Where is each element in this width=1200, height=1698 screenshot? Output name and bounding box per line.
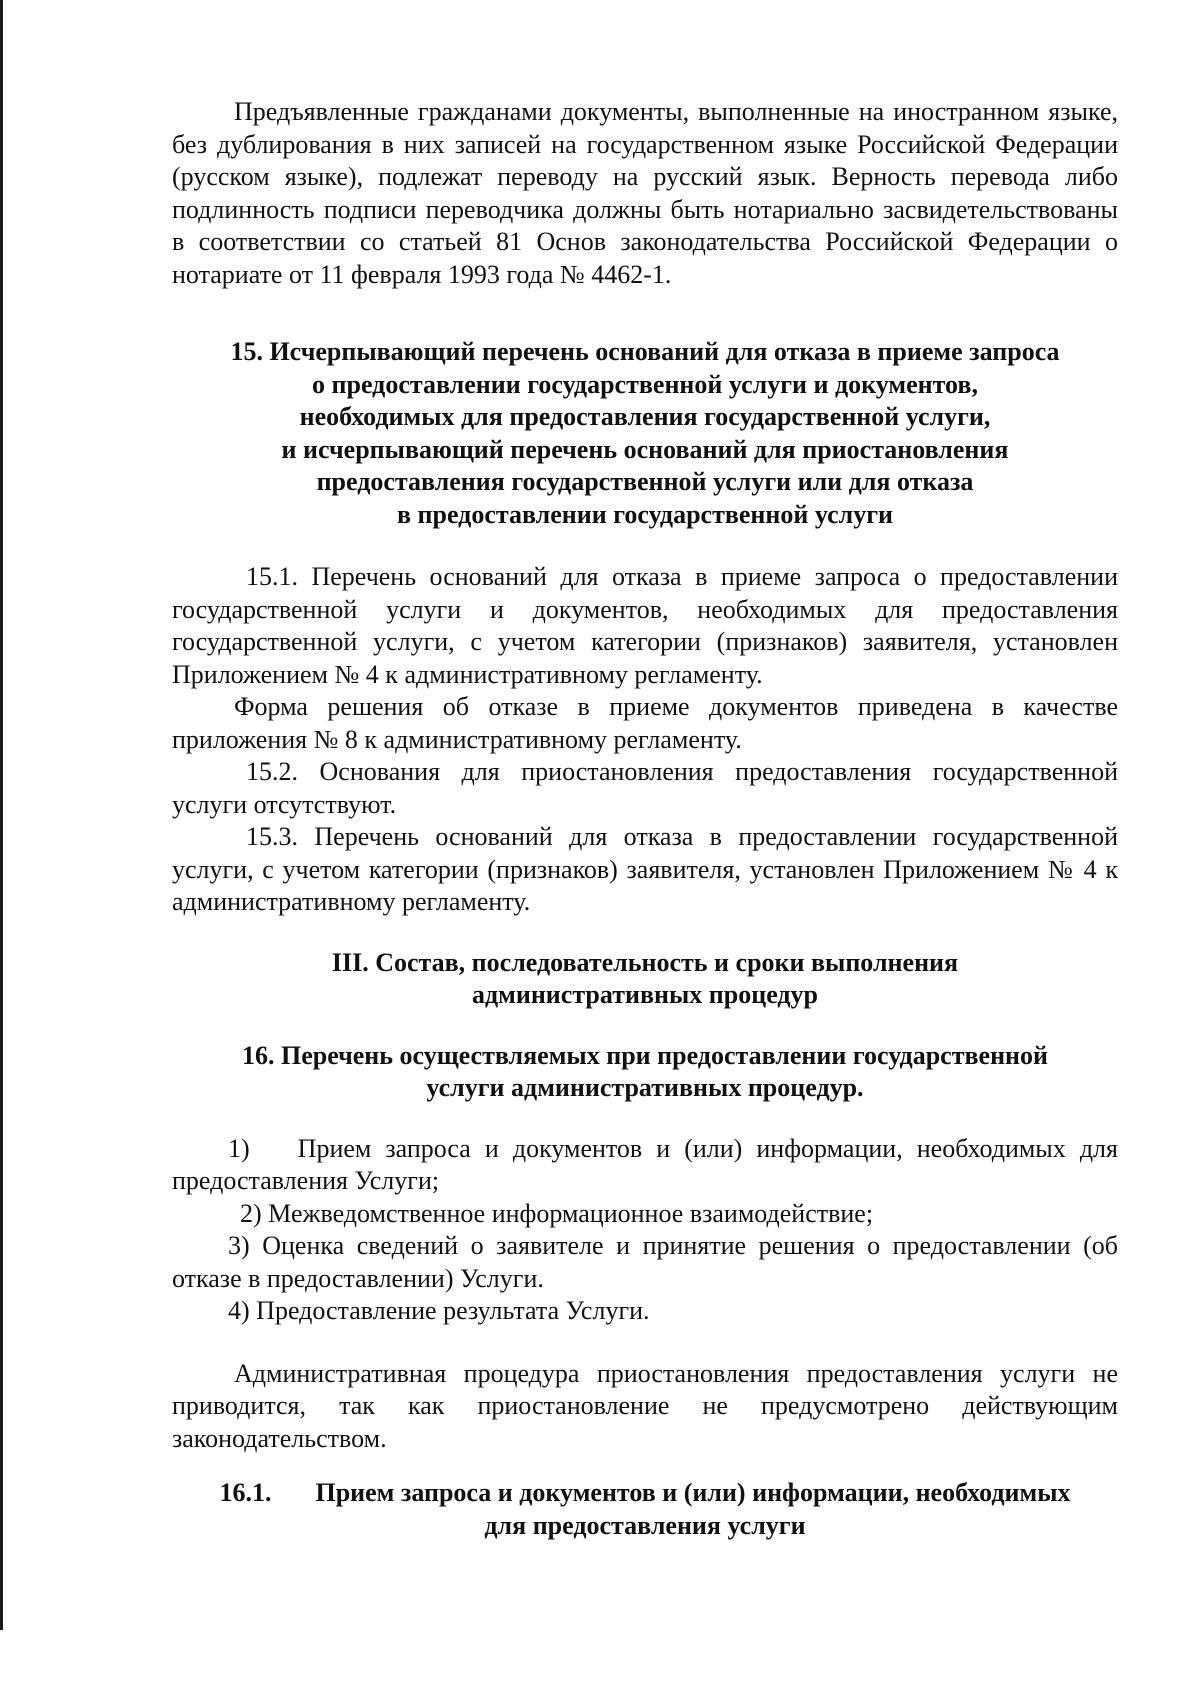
section-16-heading-line: услуги административных процедур.	[426, 1073, 864, 1102]
section-16-heading-line: 16. Перечень осуществляемых при предоставлении государственной	[241, 1040, 1049, 1070]
part-3-heading	[172, 947, 1118, 1012]
list-item-number: 1)	[228, 1133, 250, 1163]
section-16-1-heading-line: для предоставления услуги	[484, 1510, 806, 1540]
section-15-heading-line: и исчерпывающий перечень оснований для приостановления	[281, 434, 1009, 464]
paragraph-15-2: 15.2. Основания для приостановления предоставления государственной услуги отсутствуют.	[172, 757, 1118, 819]
section-15-heading-line: 15. Исчерпывающий перечень оснований для отказа в приеме запроса	[230, 337, 1060, 366]
list-item-text: Оценка сведений о заявителе и принятие решения о предоставлении (об отказе в предоставлении) Услуги.	[172, 1231, 1118, 1293]
list-item-number: 3)	[228, 1231, 250, 1260]
section-16-heading	[172, 1040, 1118, 1105]
section-15-heading-line: необходимых для предоставления государственной услуги,	[299, 402, 991, 431]
section-15-heading	[172, 336, 1118, 531]
list-item-text: Межведомственное информационное взаимодействие;	[268, 1198, 874, 1228]
list-item-text: Прием запроса и документов и (или) информации, необходимых для предоставления Услуги;	[172, 1133, 1118, 1195]
procedure-note-paragraph: Административная процедура приостановления предоставления услуги не приводится, так как приостановление не предусмотрено действующим законодательством.	[172, 1358, 1118, 1453]
list-item-1	[172, 1133, 1118, 1198]
scan-edge-line	[0, 0, 3, 1630]
part-3-heading-line: III. Состав, последовательность и сроки выполнения	[331, 947, 959, 977]
list-item-number: 2)	[240, 1198, 262, 1228]
section-15-heading-line: о предоставлении государственной услуги и документов,	[312, 369, 978, 399]
paragraph-15-3: 15.3. Перечень оснований для отказа в предоставлении государственной услуги, с учетом категории (признаков) заявителя, установлен Приложением № 4 к административному регламенту.	[172, 822, 1118, 916]
list-item-2	[172, 1198, 1118, 1231]
paragraph-15-1: 15.1. Перечень оснований для отказа в приеме запроса о предоставлении государственной услуги и документов, необходимых для предоставления государственной услуги, с учетом категории (признаков) заявителя, установлен Приложением № 4 к административному регламенту.	[172, 562, 1118, 689]
document-page	[172, 96, 1118, 1542]
section-16-1-heading-line: Прием запроса и документов и (или) информации, необходимых	[315, 1478, 1071, 1507]
section-16-1-heading	[172, 1477, 1118, 1542]
section-16-1-number: 16.1.	[219, 1478, 272, 1507]
list-item-3	[172, 1230, 1118, 1295]
list-item-4	[172, 1295, 1118, 1328]
list-item-text: Предоставление результата Услуги.	[256, 1296, 650, 1325]
part-3-heading-line: административных процедур	[471, 980, 819, 1009]
section-15-heading-line: в предоставлении государственной услуги	[396, 499, 893, 529]
section-15-heading-line: предоставления государственной услуги или для отказа	[316, 467, 974, 496]
intro-paragraph: Предъявленные гражданами документы, выполненные на иностранном языке, без дублирования в них записей на государственном языке Российской Федерации (русском языке), подлежат переводу на русский язык. Верность перевода либо подлинность подписи переводчика должны быть нотариально засвидетельствованы в соответствии со статьей 81 Основ законодательства Российской Федерации о нотариате от 11 февраля 1993 года № 4462-1.	[172, 97, 1118, 289]
form-note-paragraph: Форма решения об отказе в приеме документов приведена в качестве приложения № 8 к административному регламенту.	[172, 692, 1118, 754]
list-item-number: 4)	[228, 1296, 250, 1325]
